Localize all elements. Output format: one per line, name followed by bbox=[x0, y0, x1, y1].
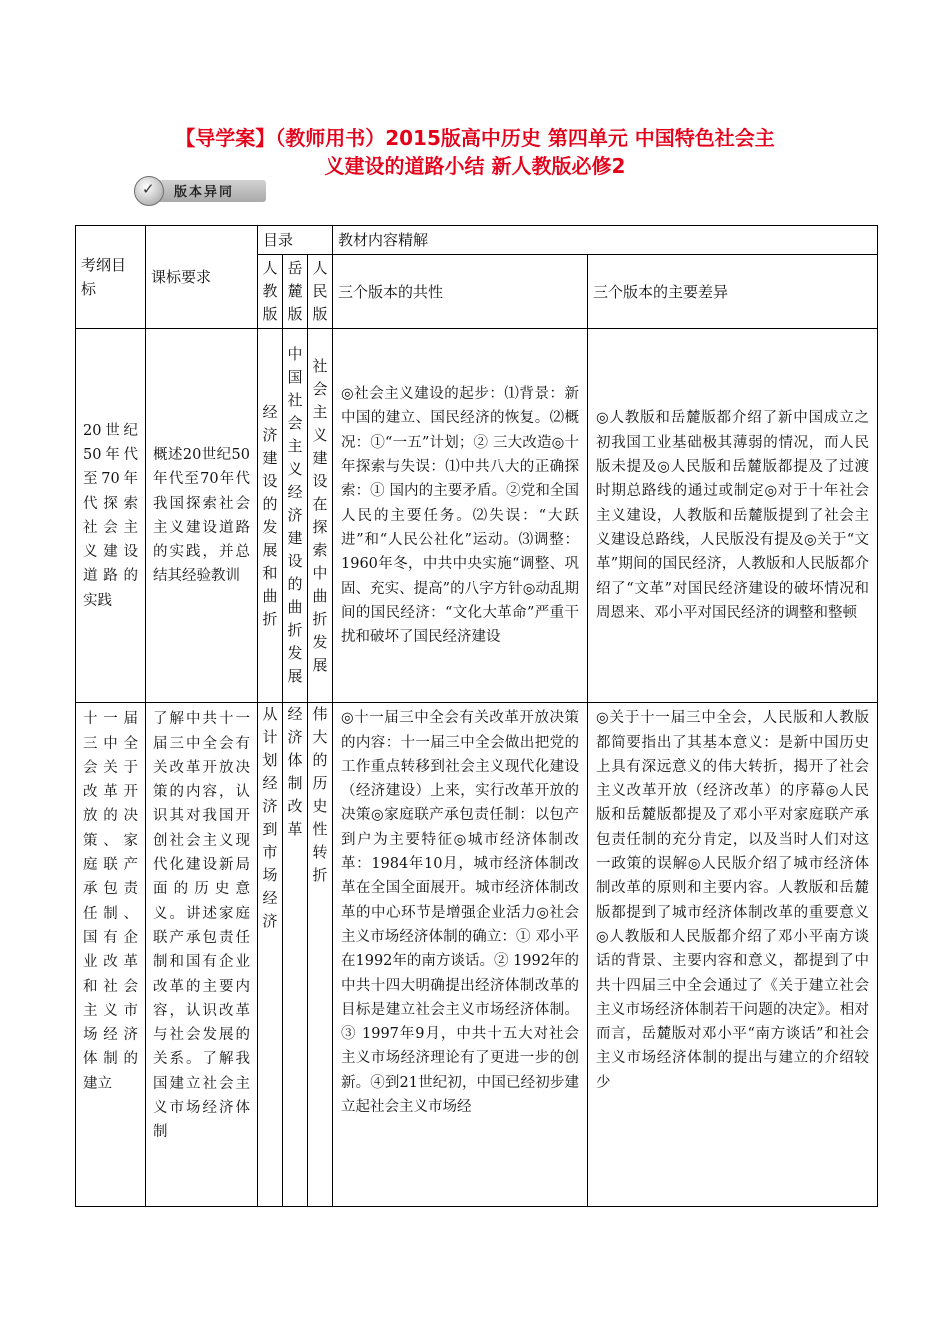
row2-yuelu: 经济体制改革 bbox=[283, 703, 308, 1207]
row1-renjiao: 经济建设的发展和曲折 bbox=[258, 329, 283, 703]
header-jiaocai: 教材内容精解 bbox=[333, 226, 878, 255]
check-circle-icon: ✓ bbox=[134, 176, 164, 206]
row1-chayi: ◎人教版和岳麓版都介绍了新中国成立之初我国工业基础极其薄弱的情况，而人民版未提及◎人民版和岳麓版都提及了过渡时期总路线的通过或制定◎对于十年社会主义建设，人教版和岳麓版提到了社会主义建设总路线，人民版没有提及◎关于“文革”期间的国民经济，人教版和人民版都介绍了“文革”对国民经济建设的破坏情况和周恩来、邓小平对国民经济的调整和整顿 bbox=[588, 329, 878, 703]
table-row bbox=[76, 703, 878, 1207]
row2-gongxing: ◎十一届三中全会有关改革开放决策的内容：十一届三中全会做出把党的工作重点转移到社会主义现代化建设（经济建设）上来，实行改革开放的决策◎家庭联产承包责任制：以包产到户为主要特征◎城市经济体制改革：1984年10月，城市经济体制改革在全国全面展开。城市经济体制改革的中心环节是增强企业活力◎社会主义市场经济体制的确立：① 邓小平在1992年的南方谈话。② 1992年的中共十四大明确提出经济体制改革的目标是建立社会主义市场经济体制。③ 1997年9月，中共十五大对社会主义市场经济理论有了更进一步的创新。④到21世纪初，中国已经初步建立起社会主义市场经 bbox=[333, 703, 588, 1207]
header-renmin: 人民版 bbox=[308, 255, 333, 329]
title-line-2: 义建设的道路小结 新人教版必修2 bbox=[324, 154, 626, 178]
comparison-table bbox=[75, 225, 878, 1207]
row1-kebiao: 概述20世纪50年代至70年代我国探索社会主义建设道路的实践，并总结其经验教训 bbox=[146, 329, 258, 703]
header-yuelu: 岳麓版 bbox=[283, 255, 308, 329]
section-badge bbox=[134, 176, 266, 206]
row2-kaogang: 十一届三中全会关于改革开放的决策、家庭联产承包责任制、国有企业改革和社会主义市场经济体制的建立 bbox=[76, 703, 146, 1207]
title-line-1: 【导学案】（教师用书）2015版高中历史 第四单元 中国特色社会主 bbox=[175, 126, 775, 150]
header-gongxing: 三个版本的共性 bbox=[333, 255, 588, 329]
header-chayi: 三个版本的主要差异 bbox=[588, 255, 878, 329]
row2-renjiao: 从计划经济到市场经济 bbox=[258, 703, 283, 1207]
row2-renmin: 伟大的历史性转折 bbox=[308, 703, 333, 1207]
header-kebiao: 课标要求 bbox=[146, 226, 258, 329]
row1-renmin: 社会主义建设在探索中曲折发展 bbox=[308, 329, 333, 703]
header-mulu: 目录 bbox=[258, 226, 333, 255]
table-row bbox=[76, 329, 878, 703]
badge-label: 版本异同 bbox=[174, 185, 235, 200]
row1-kaogang: 20世纪50年代至70年代探索社会主义建设道路的实践 bbox=[76, 329, 146, 703]
row1-gongxing: ◎社会主义建设的起步：⑴背景：新中国的建立、国民经济的恢复。⑵概况：①“一五”计划；② 三大改造◎十年探索与失误：⑴中共八大的正确探索：① 国内的主要矛盾。②党和全国人民的主要任务。⑵失误：“大跃进”和“人民公社化”运动。⑶调整：1960年冬，中共中央实施“调整、巩固、充实、提高”的八字方针◎动乱期间的国民经济：“文化大革命”严重干扰和破坏了国民经济建设 bbox=[333, 329, 588, 703]
header-kaogang: 考纲目标 bbox=[76, 226, 146, 329]
header-renjiao: 人教版 bbox=[258, 255, 283, 329]
row2-kebiao: 了解中共十一届三中全会有关改革开放决策的内容，认识其对我国开创社会主义现代化建设新局面的历史意义。讲述家庭联产承包责任制和国有企业改革的主要内容，认识改革与社会发展的关系。了解我国建立社会主义市场经济体制 bbox=[146, 703, 258, 1207]
document-title bbox=[100, 124, 850, 180]
row2-chayi: ◎关于十一届三中全会，人民版和人教版都简要指出了其基本意义：是新中国历史上具有深远意义的伟大转折，揭开了社会主义改革开放（经济改革）的序幕◎人民版和岳麓版都提及了邓小平对家庭联产承包责任制的充分肯定，以及当时人们对这一政策的误解◎人民版介绍了城市经济体制改革的原则和主要内容。人教版和岳麓版都提到了城市经济体制改革的重要意义◎人教版和人民版都介绍了邓小平南方谈话的背景、主要内容和意义，都提到了中共十四届三中全会通过了《关于建立社会主义市场经济体制若干问题的决定》。相对而言，岳麓版对邓小平“南方谈话”和社会主义市场经济体制的提出与建立的介绍较少 bbox=[588, 703, 878, 1207]
row1-yuelu: 中国社会主义经济建设的曲折发展 bbox=[283, 329, 308, 703]
